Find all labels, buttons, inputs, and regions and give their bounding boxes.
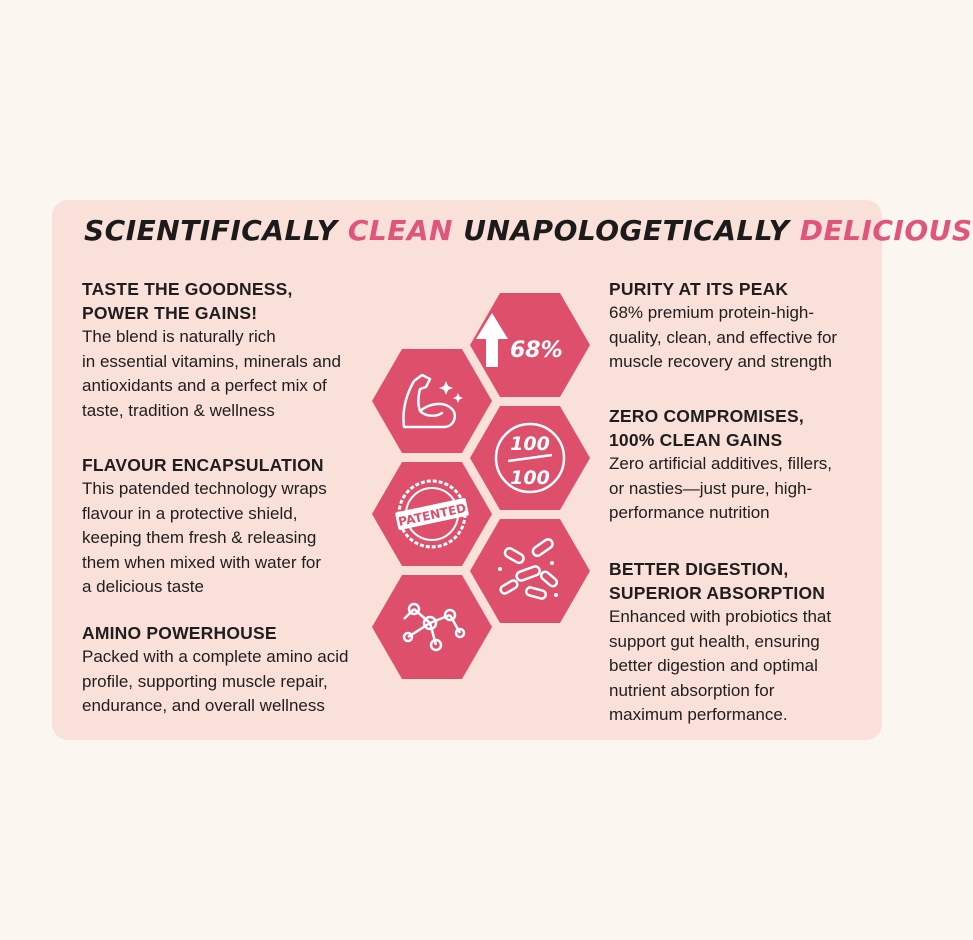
headline-part-1: SCIENTIFICALLY [84,214,338,247]
molecule-network-icon [372,575,492,679]
feature-purity [609,277,871,375]
patented-seal-icon [372,462,492,566]
feature-body: The blend is naturally rich in essential vitamins, minerals and antioxidants and a perfect mix of taste, tradition & wellness [82,327,341,420]
flexed-arm-icon [372,349,492,453]
patented-label: PATENTED [397,500,468,529]
headline-part-3: UNAPOLOGETICALLY [463,214,790,247]
hundred-score-icon [470,406,590,510]
feature-body: This patended technology wraps flavour in a protective shield, keeping them fresh & releasing them when mixed with water for a delicious taste [82,479,327,596]
feature-amino [82,621,372,719]
feature-body: Packed with a complete amino acid profile, supporting muscle repair, endurance, and overall wellness [82,647,349,715]
feature-body: 68% premium protein-high- quality, clean, and effective for muscle recovery and strength [609,303,838,371]
feature-title: PURITY AT ITS PEAK [609,279,789,299]
feature-digestion [609,557,871,728]
feature-flavour [82,453,372,600]
feature-body: Zero artificial additives, fillers, or nasties—just pure, high- performance nutrition [609,454,832,522]
probiotics-bacteria-icon [470,519,590,623]
protein-percent-label: 68% [510,338,563,363]
feature-body: Enhanced with probiotics that support gut health, ensuring better digestion and optimal nutrient absorption for maximum performance. [609,607,832,724]
arrow-up-68-icon [470,293,590,397]
feature-title: ZERO COMPROMISES, 100% CLEAN GAINS [609,406,804,450]
headline-part-2: CLEAN [347,214,453,247]
headline-part-4: DELICIOUS [799,214,973,247]
score-bottom: 100 [510,467,550,489]
score-top: 100 [510,433,550,455]
feature-title: AMINO POWERHOUSE [82,623,277,643]
hexagon-icon-cluster [368,288,600,688]
headline [84,214,973,254]
feature-title: TASTE THE GOODNESS, POWER THE GAINS! [82,279,293,323]
feature-title: BETTER DIGESTION, SUPERIOR ABSORPTION [609,559,826,603]
feature-clean [609,404,871,526]
feature-taste [82,277,372,423]
feature-title: FLAVOUR ENCAPSULATION [82,455,324,475]
